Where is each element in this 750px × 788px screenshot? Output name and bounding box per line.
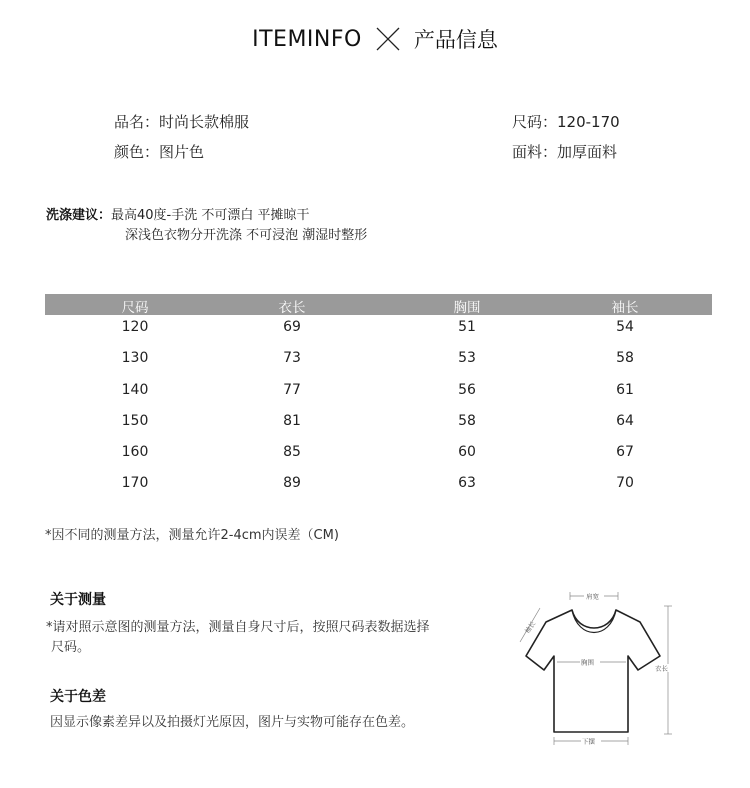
- label-shoulder: 肩宽: [586, 592, 599, 601]
- product-color: [114, 141, 204, 162]
- cell-size: 140: [121, 381, 149, 398]
- measure-title: 关于测量: [50, 592, 106, 608]
- wash-line2: 深浅色衣物分开洗涤 不可浸泡 潮湿时整形: [125, 228, 368, 243]
- cell-length: 73: [283, 350, 301, 367]
- color-value: 图片色: [159, 143, 205, 161]
- fabric-label: 面料：: [512, 143, 558, 161]
- cell-length: 81: [283, 412, 301, 429]
- cell-sleeve: 64: [616, 412, 634, 429]
- label-sleeve: 袖长: [523, 619, 538, 636]
- measure-text: [46, 618, 476, 658]
- cell-chest: 56: [458, 381, 476, 398]
- color-label: 颜色：: [114, 143, 160, 161]
- cell-chest: 63: [458, 475, 476, 492]
- cell-sleeve: 54: [616, 319, 634, 335]
- wash-advice: [46, 206, 367, 246]
- table-row: [45, 315, 712, 346]
- tshirt-outline: [526, 610, 660, 732]
- name-label: 品名：: [114, 113, 160, 131]
- table-row: [45, 440, 712, 471]
- cell-sleeve: 58: [616, 350, 634, 367]
- fabric-value: 加厚面料: [557, 143, 618, 161]
- product-name: [114, 111, 249, 132]
- cross-icon: [376, 27, 400, 51]
- table-row: [45, 409, 712, 440]
- cell-sleeve: 67: [616, 444, 634, 461]
- measurement-note: *因不同的测量方法，测量允许2-4cm内误差（CM): [45, 528, 339, 543]
- title-cn: 产品信息: [413, 28, 498, 52]
- cell-size: 160: [121, 444, 149, 461]
- product-size: [512, 111, 620, 132]
- cell-size: 120: [121, 319, 149, 335]
- cell-size: 150: [121, 412, 149, 429]
- measure-line2: 尺码。: [51, 640, 91, 655]
- page-header: [0, 22, 750, 56]
- cell-chest: 51: [458, 319, 476, 335]
- header-sleeve: 袖长: [611, 300, 639, 316]
- cell-size: 130: [121, 350, 149, 367]
- title-en: ITEMINFO: [252, 26, 362, 52]
- cell-chest: 53: [458, 350, 476, 367]
- name-value: 时尚长款棉服: [159, 113, 250, 131]
- cell-length: 69: [283, 319, 301, 335]
- header-length: 衣长: [278, 300, 306, 316]
- size-table: [45, 294, 712, 503]
- header-chest: 胸围: [453, 300, 481, 316]
- measure-line1: *请对照示意图的测量方法，测量自身尺寸后，按照尺码表数据选择: [46, 620, 430, 635]
- cell-size: 170: [121, 475, 149, 492]
- cell-length: 85: [283, 444, 301, 461]
- cell-length: 77: [283, 381, 301, 398]
- wash-label: 洗涤建议：: [46, 208, 112, 223]
- size-value: 120-170: [557, 113, 620, 131]
- cell-length: 89: [283, 475, 301, 492]
- size-label: 尺码：: [512, 113, 558, 131]
- table-header: [45, 294, 712, 315]
- label-chest: 胸围: [581, 658, 594, 667]
- tshirt-diagram: [510, 584, 680, 754]
- color-diff-text: 因显示像素差异以及拍摄灯光原因，图片与实物可能存在色差。: [50, 715, 415, 730]
- wash-line1: 最高40度-手洗 不可漂白 平摊晾干: [111, 208, 310, 223]
- header-size: 尺码: [121, 300, 149, 316]
- label-length: 衣长: [655, 664, 668, 673]
- color-diff-title: 关于色差: [50, 689, 106, 705]
- table-row: [45, 471, 712, 502]
- table-row: [45, 378, 712, 409]
- product-fabric: [512, 141, 617, 162]
- cell-chest: 60: [458, 444, 476, 461]
- cell-chest: 58: [458, 412, 476, 429]
- cell-sleeve: 61: [616, 381, 634, 398]
- table-row: [45, 346, 712, 377]
- label-hem: 下摆: [582, 737, 595, 746]
- cell-sleeve: 70: [616, 475, 634, 492]
